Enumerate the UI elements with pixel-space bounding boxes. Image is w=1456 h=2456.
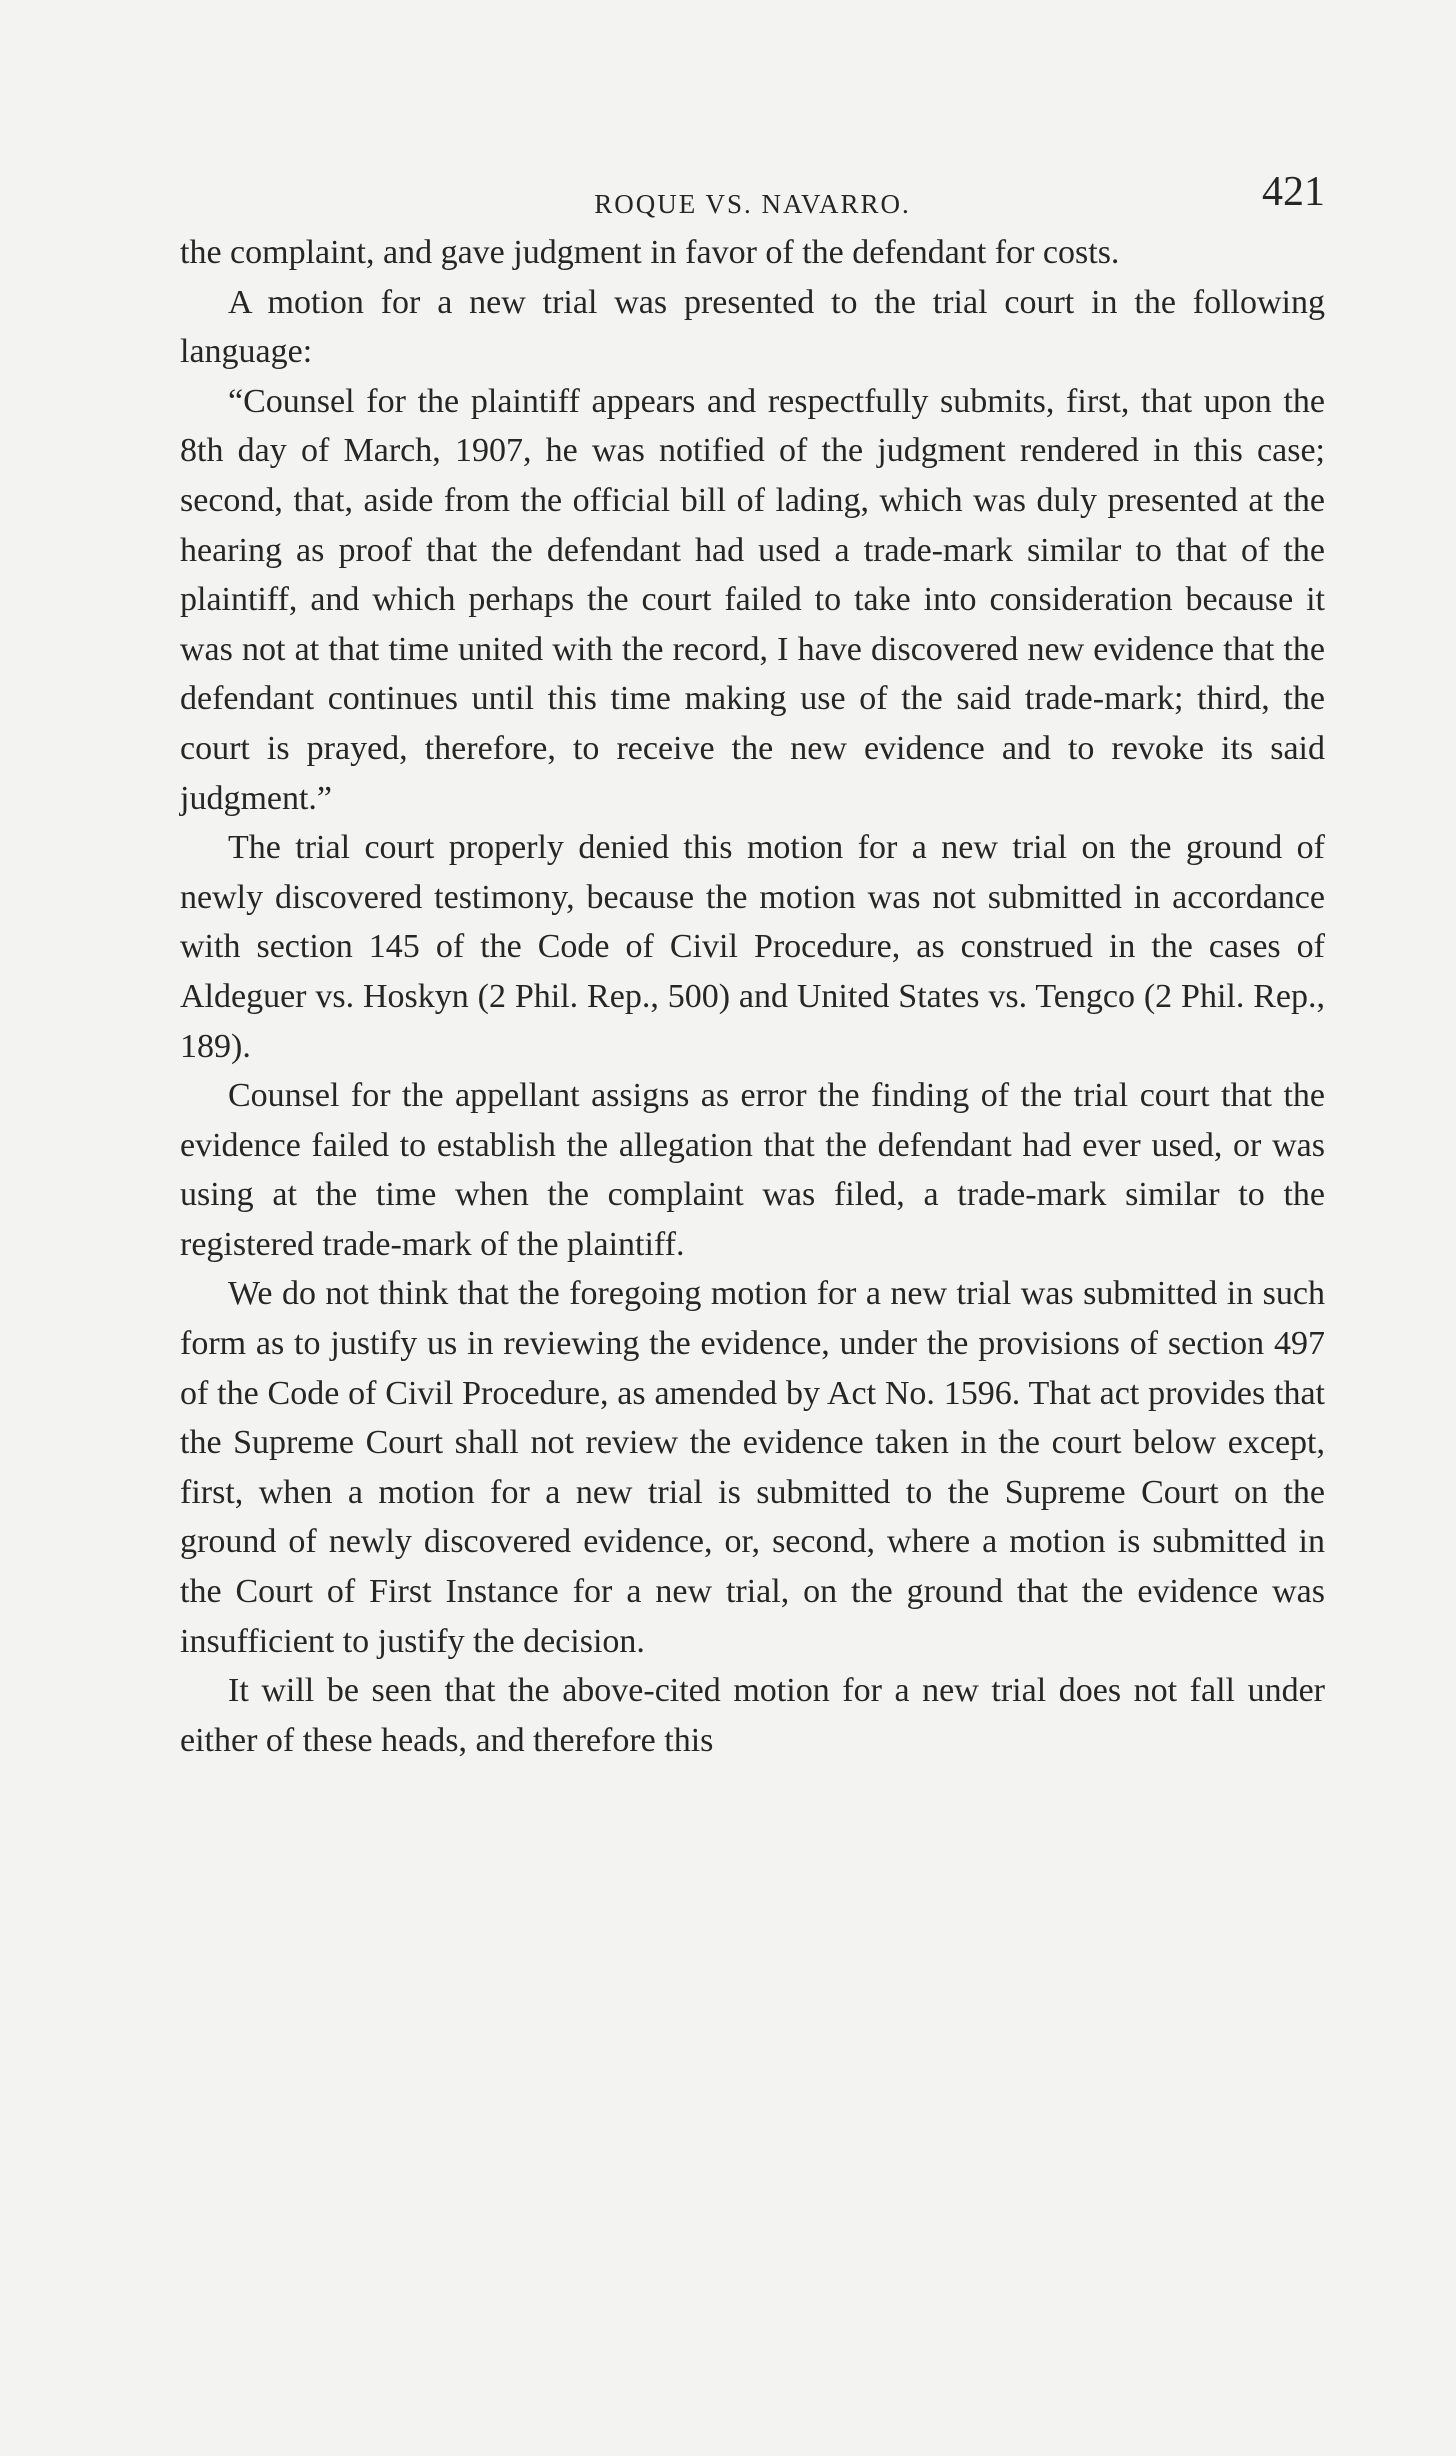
body-text (180, 228, 1325, 1765)
page-number: 421 (1262, 169, 1325, 215)
document-page (180, 168, 1325, 1765)
paragraph-trial-court-denial: The trial court properly denied this motion for a new trial on the ground of newly discovered testimony, because the motion was not submitted in accordance with section 145 of the Code of Civil Procedure, as construed in the cases of Aldeguer vs. Hoskyn (2 Phil. Rep., 500) and United States vs. Tengco (2 Phil. Rep., 189). (180, 829, 1325, 1065)
paragraph-review-analysis: We do not think that the foregoing motion for a new trial was submitted in such form as to justify us in reviewing the evidence, under the provisions of section 497 of the Code of Civil Procedure, as amended by Act No. 1596. That act provides that the Supreme Court shall not review the evidence taken in the court below except, first, when a motion for a new trial is submitted to the Supreme Court on the ground of newly discovered evidence, or, second, where a motion is submitted in the Court of First Instance for a new trial, on the ground that the evidence was insufficient to justify the decision. (180, 1275, 1325, 1660)
paragraph-motion-intro: A motion for a new trial was presented to the trial court in the following language: (180, 283, 1325, 371)
paragraph-assignment-of-error: Counsel for the appellant assigns as error the finding of the trial court that the evidence failed to establish the allegation that the defendant had ever used, or was using at the time when the complaint was filed, a trade-mark similar to the registered trade-mark of the plaintiff. (180, 1077, 1325, 1263)
paragraph-quoted-motion: “Counsel for the plaintiff appears and respectfully submits, first, that upon the 8th day of March, 1907, he was notified of the judgment rendered in this case; second, that, aside from the official bill of lading, which was duly presented at the hearing as proof that the defendant had used a trade-mark similar to that of the plaintiff, and which perhaps the court failed to take into consideration because it was not at that time united with the record, I have discovered new evidence that the defendant continues until this time making use of the said trade-mark; third, the court is prayed, therefore, to receive the new evidence and to revoke its said judgment.” (180, 382, 1325, 817)
paragraph-continuation: the complaint, and gave judgment in favor of the defendant for costs. (180, 234, 1120, 271)
paragraph-conclusion-start: It will be seen that the above-cited motion for a new trial does not fall under either of these heads, and therefore this (180, 1672, 1325, 1759)
page-header (180, 168, 1325, 228)
running-head: ROQUE VS. NAVARRO. (594, 189, 911, 219)
